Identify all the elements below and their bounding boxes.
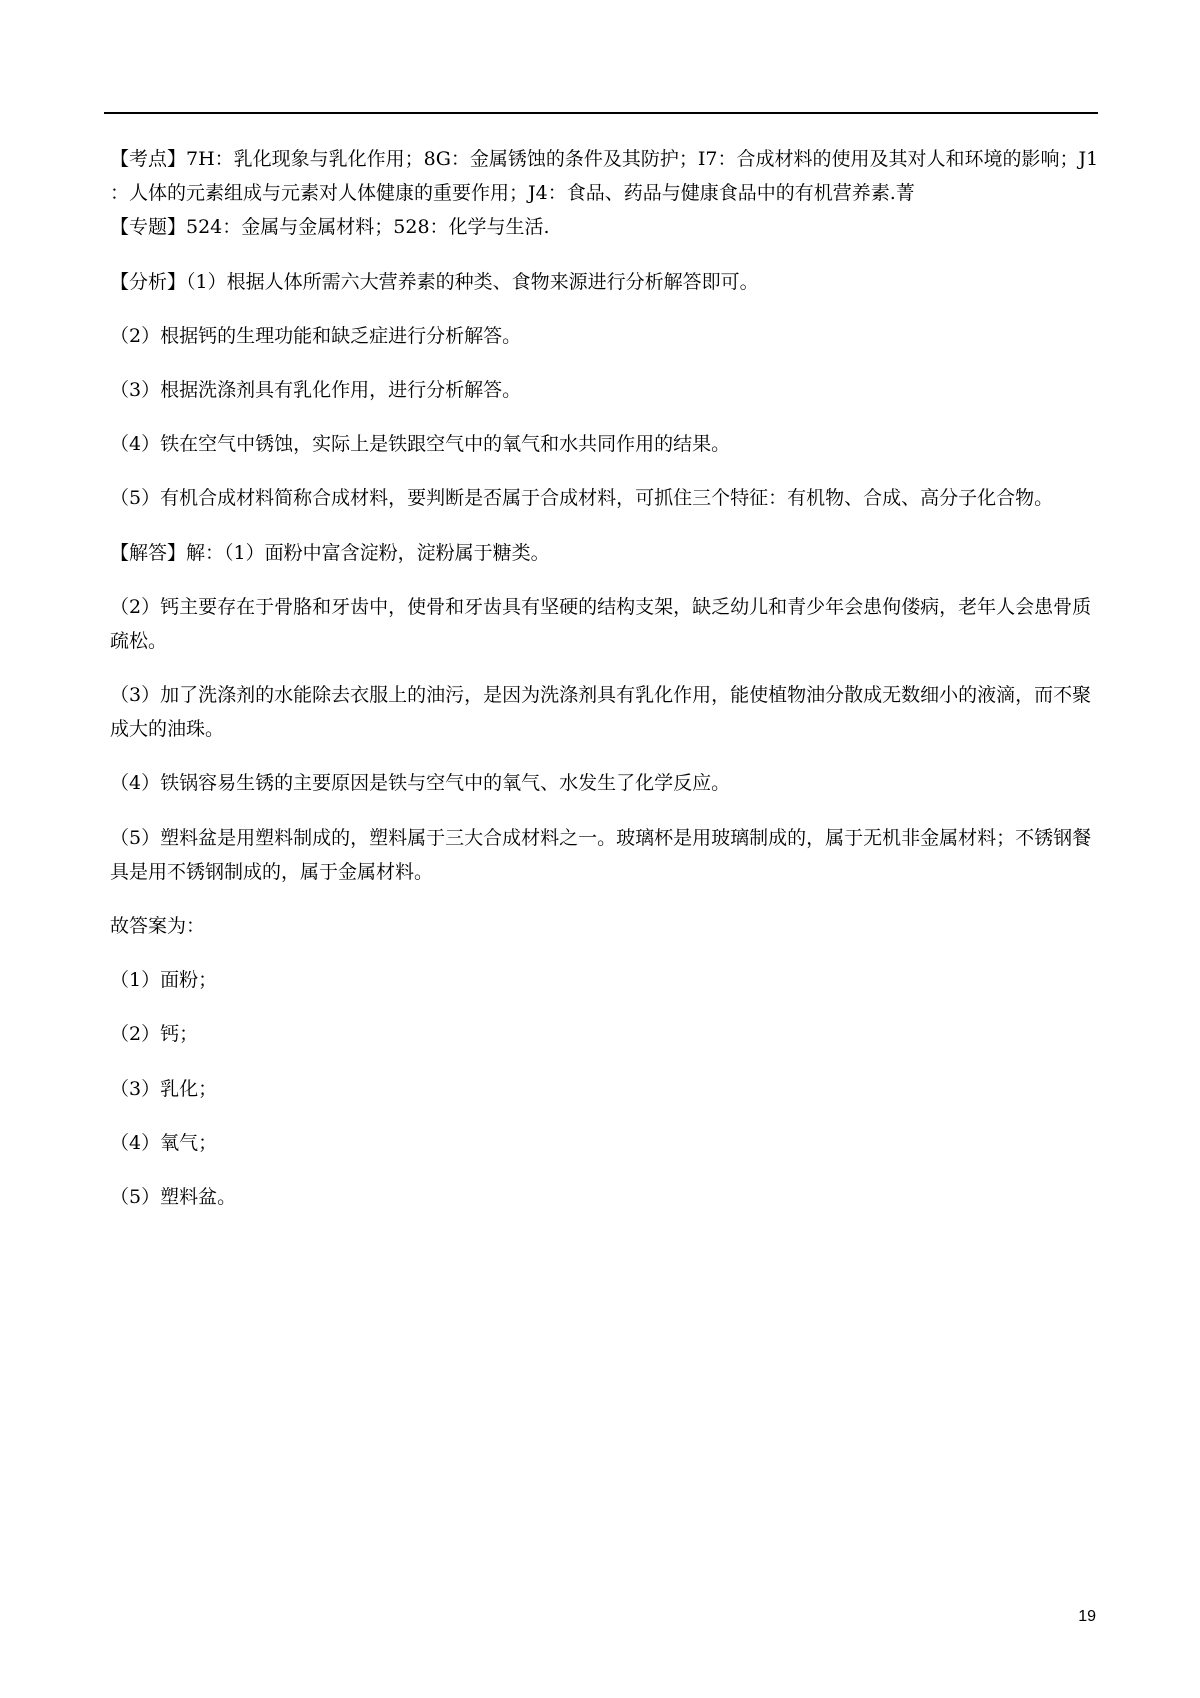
paragraph-jieda-4: （4）铁锅容易生锈的主要原因是铁与空气中的氧气、水发生了化学反应。 [110,772,731,795]
paragraph-answer-intro: 故答案为： [110,915,206,937]
paragraph-fenxi-2: （2）根据钙的生理功能和缺乏症进行分析解答。 [110,324,522,347]
answer-item-2: （2）钙； [110,1023,199,1046]
paragraph-jieda: 【解答】解：（1）面粉中富含淀粉，淀粉属于糖类。 [110,541,550,564]
paragraph-fenxi: 【分析】（1）根据人体所需六大营养素的种类、食物来源进行分析解答即可。 [110,270,759,293]
page-number: 19 [1078,1608,1096,1625]
paragraph-kaodian: 【考点】7H：乳化现象与乳化作用；8G：金属锈蚀的条件及其防护；I7：合成材料的使用及其对人和环境的影响；J1：人体的元素组成与元素对人体健康的重要作用；J4：食品、药品与健康食品中的有机营养素.菁 [110,148,1099,205]
answer-item-1: （1）面粉； [110,969,218,992]
paragraph-jieda-3: （3）加了洗涤剂的水能除去衣服上的油污，是因为洗涤剂具有乳化作用，能使植物油分散成无数细小的液滴，而不聚成大的油珠。 [110,684,1092,741]
answer-item-5: （5）塑料盆。 [110,1185,237,1208]
paragraph-jieda-2: （2）钙主要存在于骨胳和牙齿中，使骨和牙齿具有坚硬的结构支架，缺乏幼儿和青少年会患佝偻病，老年人会患骨质疏松。 [110,595,1092,652]
answer-item-4: （4）氧气； [110,1131,218,1154]
paragraph-fenxi-3: （3）根据洗涤剂具有乳化作用，进行分析解答。 [110,378,522,401]
header-rule [104,112,1098,114]
answer-item-3: （3）乳化； [110,1077,218,1100]
paragraph-fenxi-5: （5）有机合成材料简称合成材料，要判断是否属于合成材料，可抓住三个特征：有机物、合成、高分子化合物。 [110,487,1054,510]
paragraph-jieda-5: （5）塑料盆是用塑料制成的，塑料属于三大合成材料之一。玻璃杯是用玻璃制成的，属于无机非金属材料；不锈钢餐具是用不锈钢制成的，属于金属材料。 [110,826,1092,883]
paragraph-zhuanti: 【专题】524：金属与金属材料；528：化学与生活. [110,216,550,239]
paragraph-fenxi-4: （4）铁在空气中锈蚀，实际上是铁跟空气中的氧气和水共同作用的结果。 [110,433,731,456]
document-body [110,142,1100,1234]
